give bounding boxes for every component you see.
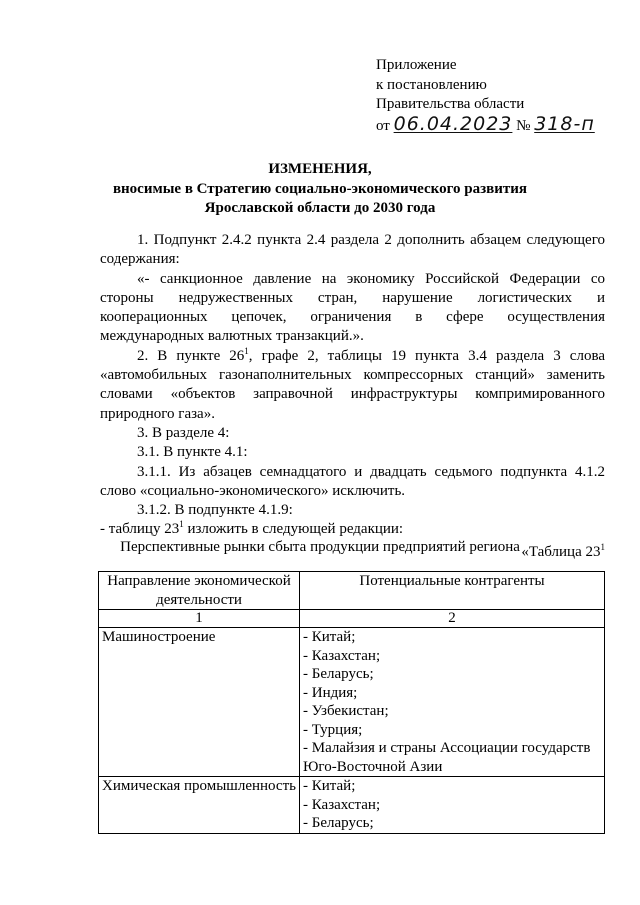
paragraph-3-1-2: 3.1.2. В подпункте 4.1.9: <box>137 502 293 519</box>
paragraph-3-1-1: 3.1.1. Из абзацев семнадцатого и двадцать седьмого подпункта 4.1.2 слово «социально-экономического» исключить. <box>100 463 605 499</box>
partner-item: - Турция; <box>303 721 363 738</box>
document-subtitle-2: Ярославской области до 2030 года <box>204 200 436 216</box>
partner-item: - Узбекистан; <box>303 703 389 719</box>
markets-table <box>98 571 605 834</box>
direction-cell: Машиностроение <box>99 628 300 777</box>
superscript: 1 <box>600 541 605 552</box>
partner-item: - Китай; <box>303 778 356 794</box>
table-caption: Перспективные рынки сбыта продукции предприятий региона <box>120 539 520 555</box>
document-body <box>100 231 605 562</box>
superscript: 1 <box>179 519 184 530</box>
table-header-row <box>99 572 605 610</box>
handwritten-date: 06.04.2023 <box>393 112 513 135</box>
partner-item: - Индия; <box>303 684 358 701</box>
partners-cell <box>300 777 605 834</box>
partner-item: Юго-Восточной Азии <box>303 758 443 775</box>
from-label: от <box>376 117 390 134</box>
appendix-date-number <box>376 112 595 137</box>
partners-cell <box>300 628 605 777</box>
number-label: № <box>516 117 531 134</box>
document-subtitle-1: вносимые в Стратегию социально-экономического развития <box>112 181 528 197</box>
paragraph-1-quote: «- санкционное давление на экономику Российской Федерации со стороны недружественных стран, нарушение логистических и кооперационных цепочек, ограничения в сфере осуществления международных валютных транзакций.». <box>100 270 605 345</box>
paragraph-1: 1. Подпункт 2.4.2 пункта 2.4 раздела 2 дополнить абзацем следующего содержания: <box>100 232 605 268</box>
appendix-block <box>376 56 595 136</box>
partner-item: - Казахстан; <box>303 647 381 664</box>
table-row <box>99 628 605 777</box>
table-label-text: «Таблица 23 <box>521 543 601 560</box>
partner-item: - Беларусь; <box>303 815 374 831</box>
partner-item: - Китай; <box>303 629 356 645</box>
paragraph-3: 3. В разделе 4: <box>137 424 230 441</box>
paragraph-2-end: , графе 2, таблицы 19 пункта 3.4 раздела 3 слова «автомобильных газонаполнительных компрессорных станций» заменить словами «объектов заправочной инфраструктуры компримированного природного газа». <box>100 347 605 422</box>
table-intro-end: изложить в следующей редакции: <box>183 521 404 538</box>
partner-item: - Малайзия и страны Ассоциации государств <box>303 740 591 756</box>
appendix-line-2: к постановлению <box>376 76 487 93</box>
table-intro-start: - таблицу 23 <box>100 521 180 538</box>
table-row <box>99 777 605 834</box>
document-title: ИЗМЕНЕНИЯ, <box>268 161 372 177</box>
header-direction: Направление экономической деятельности <box>99 572 300 610</box>
header-partners: Потенциальные контрагенты <box>300 572 605 610</box>
paragraph-3-1: 3.1. В пункте 4.1: <box>137 444 248 461</box>
partner-item: - Беларусь; <box>303 666 374 682</box>
handwritten-number: 318-п <box>534 112 595 135</box>
direction-cell: Химическая промышленность <box>99 777 300 834</box>
appendix-line-3: Правительства области <box>376 96 525 112</box>
paragraph-table-intro <box>100 520 605 539</box>
appendix-line-1: Приложение <box>376 57 457 73</box>
column-number-row <box>99 610 605 628</box>
column-number-2: 2 <box>300 610 605 628</box>
paragraph-2 <box>100 347 605 424</box>
paragraph-2-start: 2. В пункте 26 <box>137 347 245 364</box>
column-number-1: 1 <box>99 610 300 628</box>
superscript: 1 <box>244 345 249 356</box>
partner-item: - Казахстан; <box>303 796 381 813</box>
